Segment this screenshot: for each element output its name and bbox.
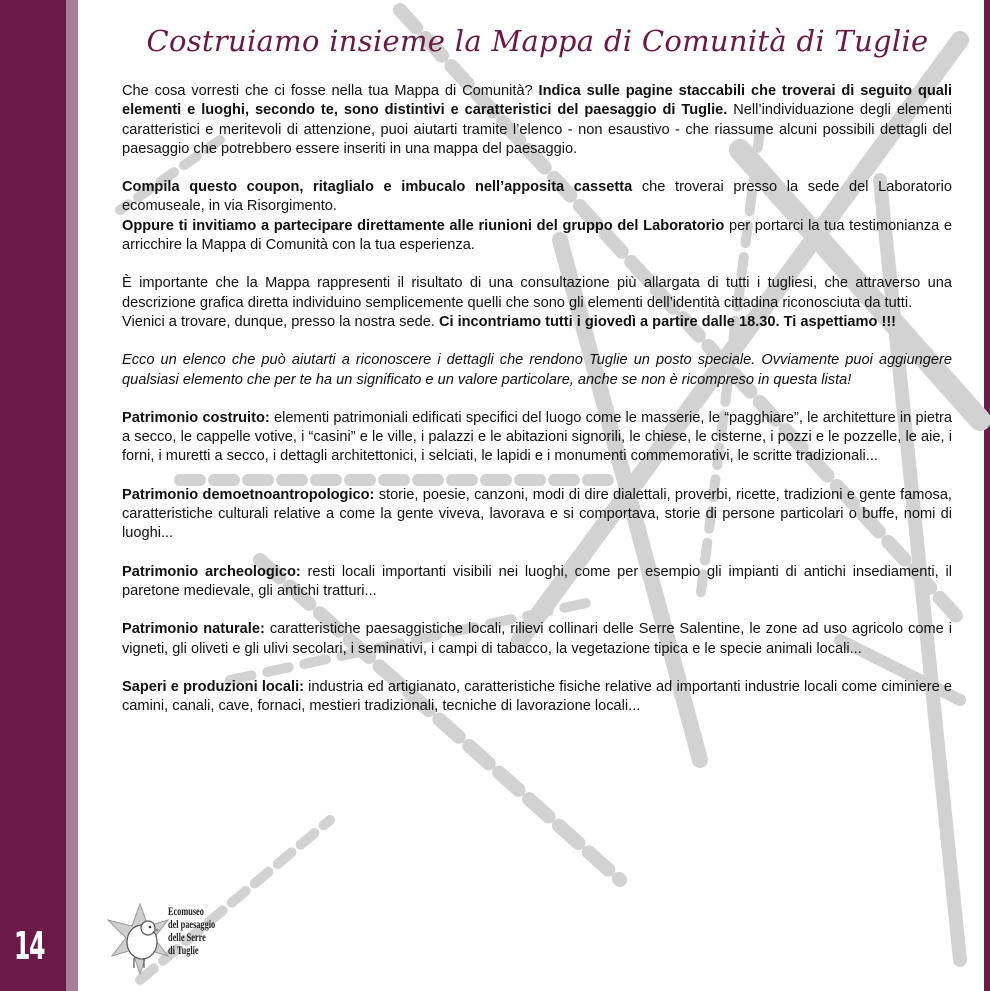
category-local-knowledge: Saperi e produzioni locali: industria ed artigianato, caratteristiche fisiche relative ad importanti industrie locali come ciminiere e camini, canali, cave, fornaci, mestieri tradizionali, tecniche di lavorazione locali... <box>122 678 953 715</box>
intro-paragraph: Che cosa vorresti che ci fosse nella tua Mappa di Comunità? Indica sulle pagine staccabili che troverai di seguito quali elementi e luoghi, secondo te, sono distintivi e caratteristici del paesaggio di Tuglie. Nell’individuazione degli elementi caratteristici e meritevoli di attenzione, puoi aiutarti tramite l’elenco - non esaustivo - che riassume alcuni possibili dettagli del paesaggio che potrebbero essere inseriti in una mappa del paesaggio. <box>122 83 953 157</box>
page-number: 14 <box>14 924 45 968</box>
invitation-paragraph: Oppure ti invitiamo a partecipare direttamente alle riunioni del gruppo del Laboratorio per portarci la tua testimonianza e arricchire la Mappa di Comunità con la tua esperienza. <box>122 217 953 254</box>
ecomuseum-logo-text: Ecomuseo del paesaggio delle Serre di Tuglie <box>168 906 216 957</box>
list-intro-paragraph: Ecco un elenco che può aiutarti a riconoscere i dettagli che rendono Tuglie un posto speciale. Ovviamente puoi aggiungere qualsiasi elemento che per te ha un significato e un valore particolare, anche se non è ricompreso in questa lista! <box>122 352 952 388</box>
category-natural-heritage: Patrimonio naturale: caratteristiche paesaggistiche locali, rilievi collinari delle Serre Salentine, le zone ad uso agricolo come i vigneti, gli oliveti e gli ulivi secolari, i seminativi, i campi di tabacco, la vegetazione tipica e le specie animali locali... <box>122 621 953 657</box>
importance-paragraph: È importante che la Mappa rappresenti il risultato di una consultazione più allargata di tutti i tugliesi, che attraverso una descrizione grafica diretta individuino semplicemente quelli che sono gli elementi dell’identità cittadina riconosciuta da tutti. <box>122 275 952 311</box>
category-archaeological-heritage: Patrimonio archeologico: resti locali importanti visibili nei luoghi, come per esempio gli impianti di antichi insediamenti, il paretone medievale, gli antichi tratturi... <box>122 563 952 599</box>
body-text <box>122 82 952 716</box>
page-title: Costruiamo insieme la Mappa di Comunità di Tuglie <box>146 24 929 58</box>
meeting-paragraph: Vienici a trovare, dunque, presso la nostra sede. Ci incontriamo tutti i giovedì a partire dalle 18.30. Ti aspettiamo !!! <box>122 313 897 330</box>
category-ethno-heritage: Patrimonio demoetnoantropologico: storie, poesie, canzoni, modi di dire dialettali, proverbi, ricette, tradizioni e gente famosa, caratteristiche culturali relative a come la gente viveva, lavorava e si comportava, storie di persone particolari o buffe, nomi di luoghi... <box>122 486 952 542</box>
coupon-paragraph: Compila questo coupon, ritaglialo e imbucalo nell’apposita cassetta che troverai presso la sede del Laboratorio ecomuseale, in via Risorgimento. <box>122 179 952 215</box>
category-built-heritage: Patrimonio costruito: elementi patrimoniali edificati specifici del luogo come le masserie, le “pagghiare”, le architetture in pietra a secco, le cappelle votive, i “casini” e le ville, i palazzi e le abitazioni signorili, le chiese, le cisterne, i pozzi e le pozzelle, le aie, i forni, i muretti a secco, i dettagli architettonici, i selciati, le lapidi e i monumenti commemorativi, le scritte tradizionali... <box>122 409 953 465</box>
